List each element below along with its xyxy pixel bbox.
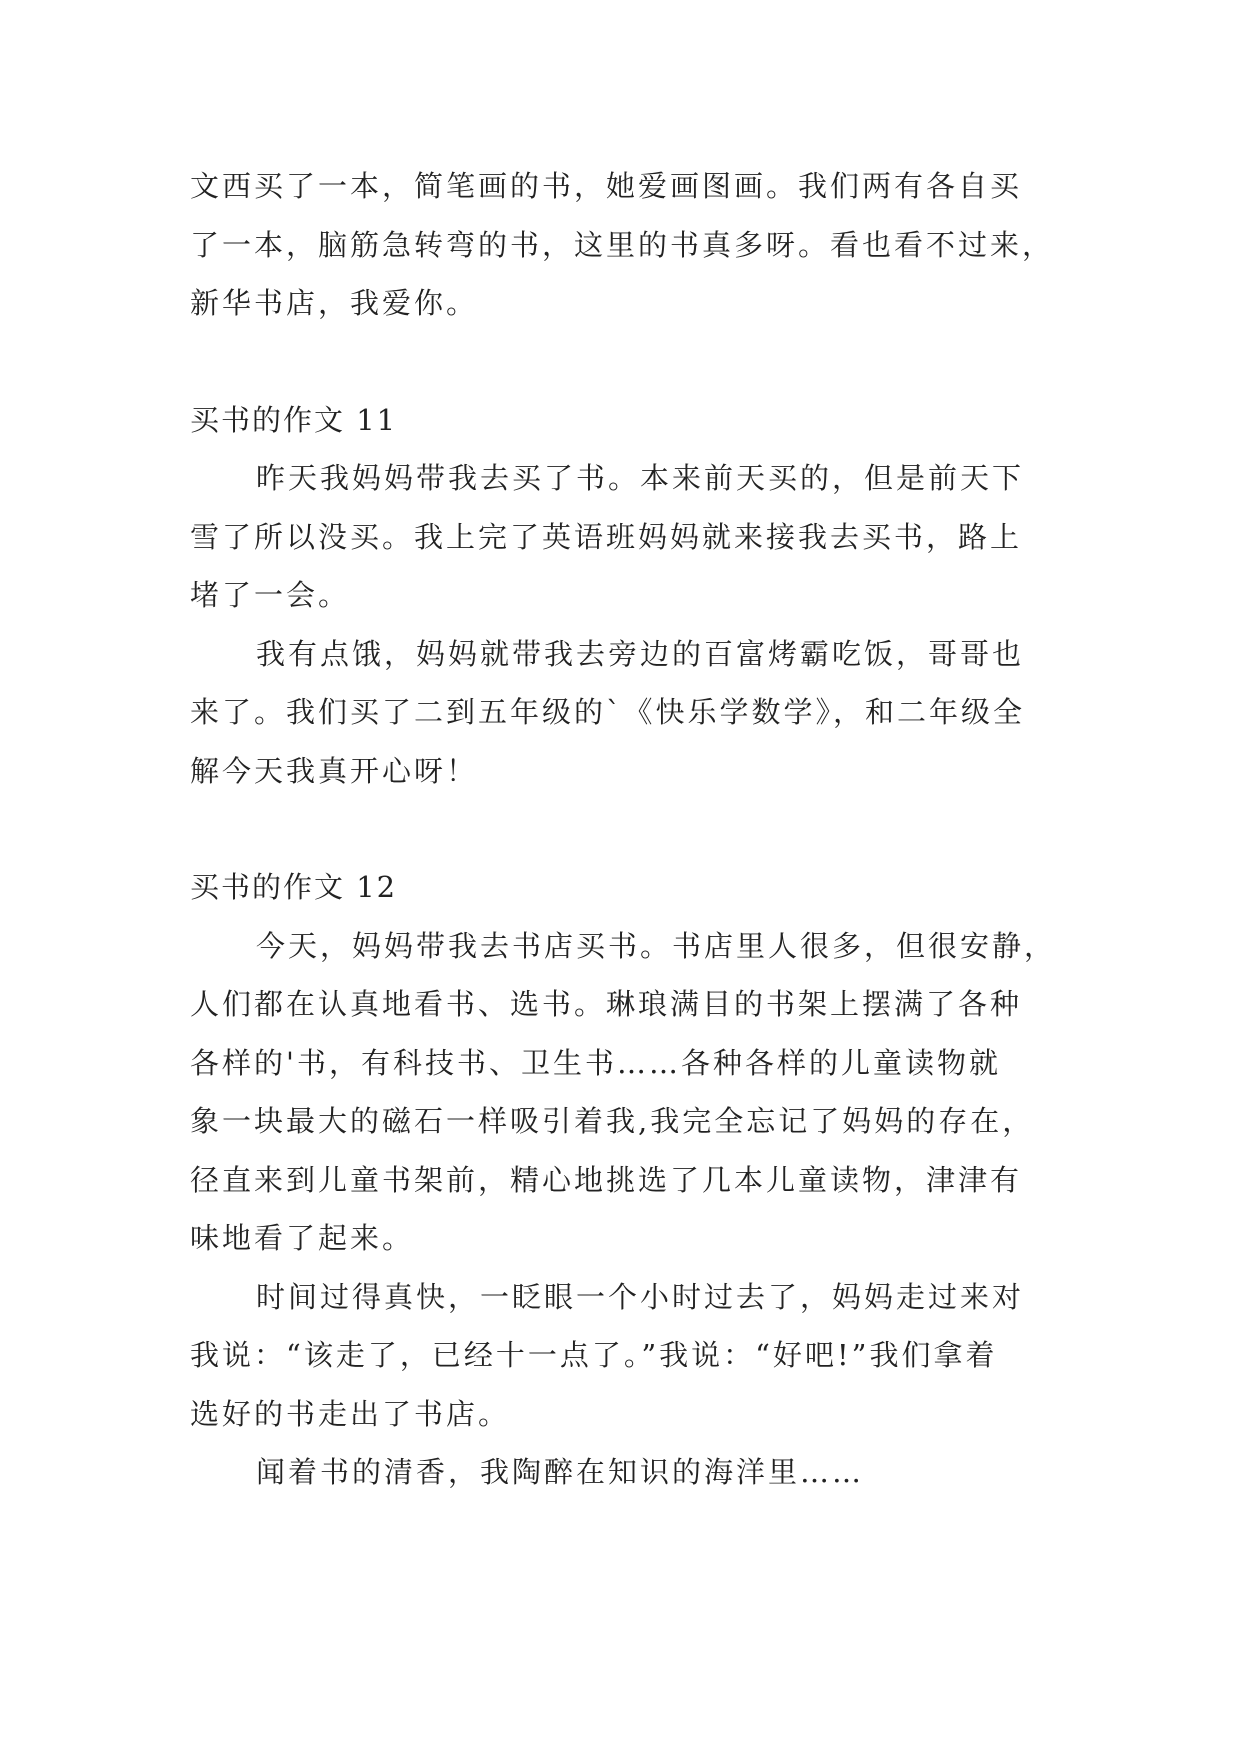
section-spacer — [190, 333, 1052, 391]
text-line: 味地看了起来。 — [190, 1221, 415, 1255]
text-line: 文西买了一本，简笔画的书，她爱画图画。我们两有各自买 — [190, 169, 1023, 203]
essay-12-section — [190, 858, 1057, 1502]
document-body — [190, 157, 1057, 1502]
intro-paragraph — [190, 157, 1055, 333]
essay-11-title: 买书的作文 11 — [190, 402, 398, 437]
text-line: 来了。我们买了二到五年级的`《快乐学数学》，和二年级全 — [190, 695, 1026, 729]
text-line: 人们都在认真地看书、选书。琳琅满目的书架上摆满了各种 — [190, 987, 1023, 1021]
essay-11-paragraph-1 — [190, 449, 1052, 625]
essay-11-paragraph-2 — [190, 625, 1052, 801]
essay-12-title: 买书的作文 12 — [190, 870, 398, 904]
text-line: 各样的'书，有科技书、卫生书……各种各样的儿童读物就 — [190, 1045, 1001, 1080]
text-line: 闻着书的清香，我陶醉在知识的海洋里…… — [256, 1455, 865, 1489]
text-line: 雪了所以没买。我上完了英语班妈妈就来接我去买书，路上 — [190, 519, 1023, 554]
text-line: 新华书店，我爱你。 — [190, 286, 479, 320]
text-line: 我说：“该走了，已经十一点了。”我说：“好吧!”我们拿着 — [190, 1338, 998, 1372]
section-spacer — [190, 800, 1052, 858]
essay-12-paragraph-2 — [190, 1268, 1052, 1444]
text-line: 选好的书走出了书店。 — [190, 1396, 511, 1431]
text-line: 时间过得真快，一眨眼一个小时过去了，妈妈走过来对 — [256, 1279, 1025, 1314]
essay-12-paragraph-3 — [190, 1443, 1052, 1502]
text-line: 我有点饿，妈妈就带我去旁边的百富烤霸吃饭，哥哥也 — [256, 636, 1025, 671]
essay-11-section — [190, 391, 1052, 801]
text-line: 昨天我妈妈带我去买了书。本来前天买的，但是前天下 — [256, 461, 1025, 495]
text-line: 解今天我真开心呀！ — [190, 753, 479, 788]
text-line: 径直来到儿童书架前，精心地挑选了几本儿童读物，津津有 — [190, 1162, 1023, 1197]
text-line: 象一块最大的磁石一样吸引着我,我完全忘记了妈妈的存在， — [190, 1104, 1035, 1138]
text-line: 今天，妈妈带我去书店买书。书店里人很多，但很安静， — [256, 928, 1057, 963]
essay-12-paragraph-1 — [190, 917, 1057, 1268]
text-line: 堵了一会。 — [190, 578, 351, 612]
text-line: 了一本，脑筋急转弯的书，这里的书真多呀。看也看不过来， — [190, 227, 1055, 262]
